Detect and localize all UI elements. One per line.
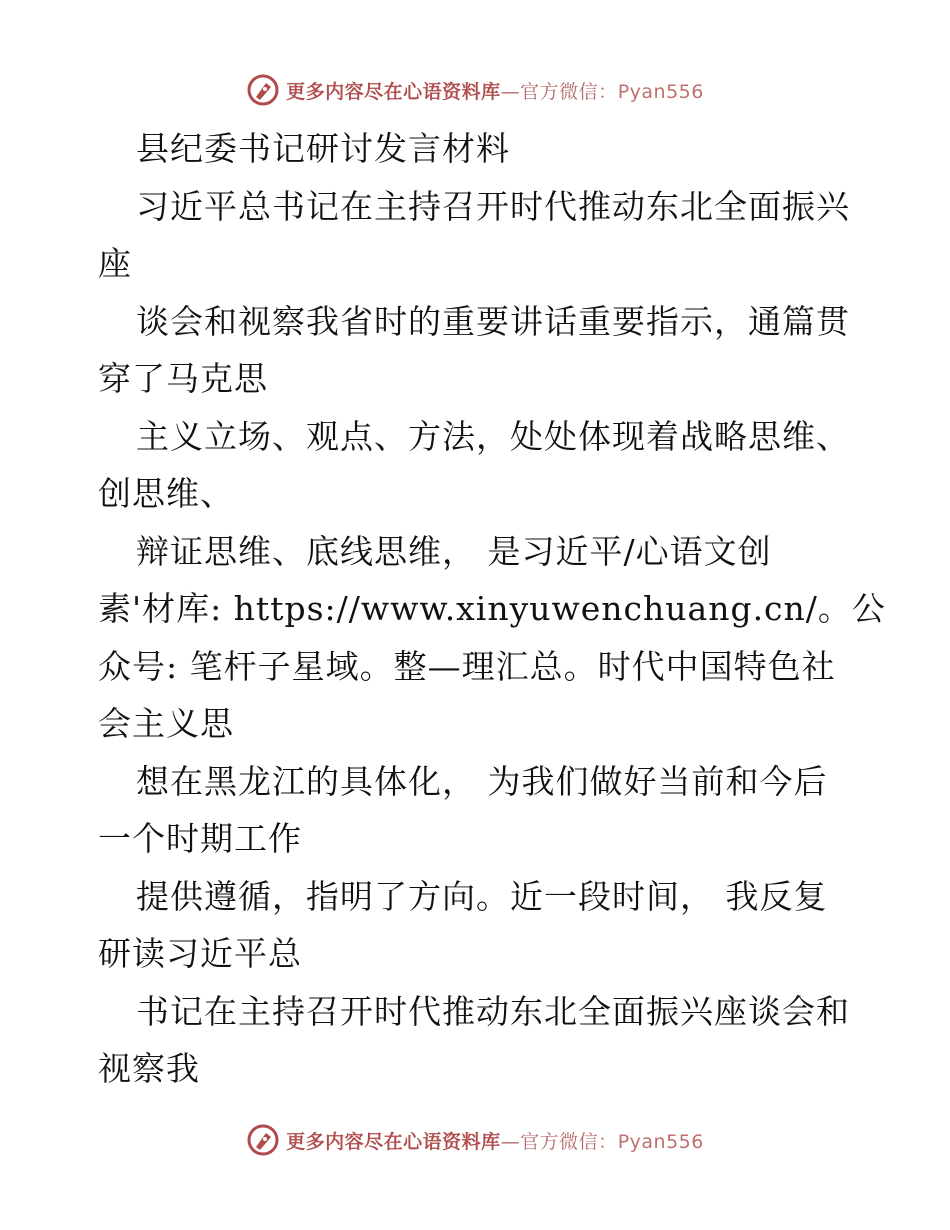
- text-line: 素'材库: https://www.xinyuwenchuang.cn/。公: [98, 589, 886, 628]
- text-line: 习近平总书记在主持召开时代推动东北全面振兴: [136, 186, 850, 226]
- text-line: 辩证思维、底线思维， 是习近平/心语文创: [136, 531, 772, 571]
- text-line: 视察我: [98, 1049, 200, 1088]
- document-body: [98, 120, 886, 1098]
- text-line: 书记在主持召开时代推动东北全面振兴座谈会和: [136, 991, 850, 1031]
- text-line: 县纪委书记研讨发言材料: [136, 129, 510, 168]
- text-line: 众号: 笔杆子星域。整—理汇总。时代中国特色社: [98, 646, 836, 686]
- text-line: 穿了马克思: [98, 359, 268, 398]
- pen-nib-logo-icon: [246, 73, 280, 107]
- text-line: 座: [98, 244, 132, 283]
- text-line: 主义立场、观点、方法，处处体现着战略思维、: [136, 416, 850, 456]
- text-line: 谈会和视察我省时的重要讲话重要指示，通篇贯: [136, 301, 850, 341]
- watermark-text: 更多内容尽在心语资料库—官方微信：Pyan556: [286, 1130, 704, 1153]
- text-line: 想在黑龙江的具体化， 为我们做好当前和今后: [136, 761, 828, 801]
- text-line: 一个时期工作: [98, 819, 302, 858]
- text-line: 研读习近平总: [98, 934, 302, 973]
- watermark-text: 更多内容尽在心语资料库—官方微信：Pyan556: [286, 80, 704, 103]
- pen-nib-logo-icon: [246, 1123, 280, 1157]
- text-line: 创思维、: [98, 474, 234, 513]
- text-line: 会主义思: [98, 704, 234, 743]
- header-watermark-banner: [0, 70, 950, 110]
- footer-watermark-banner: [0, 1120, 950, 1160]
- text-line: 提供遵循，指明了方向。近一段时间， 我反复: [136, 876, 828, 916]
